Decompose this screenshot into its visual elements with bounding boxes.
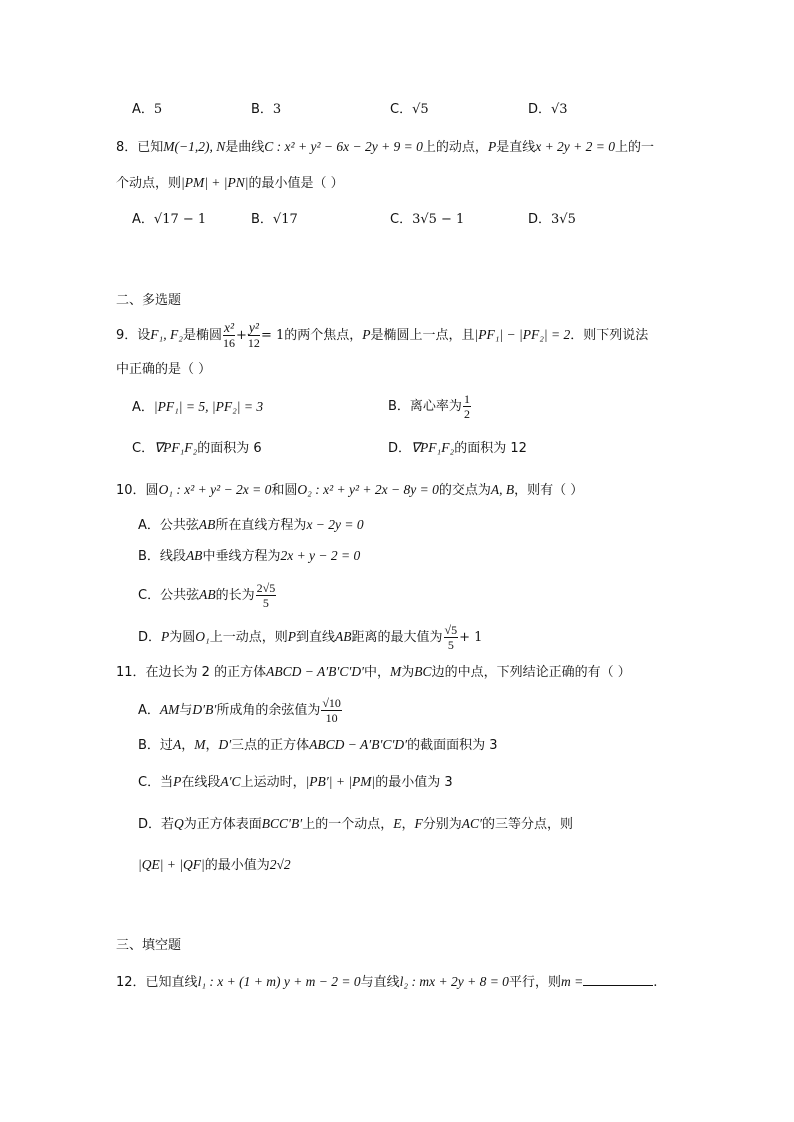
q11-option-c bbox=[138, 772, 453, 793]
stem-text: 个动点，则 bbox=[116, 176, 182, 191]
stem-text: 是直线 bbox=[496, 140, 536, 155]
option-label: C． bbox=[138, 775, 161, 790]
option-text: √17 bbox=[272, 212, 298, 227]
option-text: 与 bbox=[179, 703, 193, 718]
q10-option-d bbox=[138, 620, 482, 655]
fraction-denominator: 5 bbox=[262, 596, 269, 610]
fraction bbox=[248, 322, 260, 349]
option-label: C． bbox=[390, 212, 413, 227]
option-text: 上运动时， bbox=[240, 775, 306, 790]
math-expression: = 1 bbox=[260, 328, 285, 343]
option-label: B． bbox=[251, 212, 273, 227]
math-expression: |QE| + |QF| bbox=[138, 857, 205, 872]
math-expression: x + 2y + 2 = 0 bbox=[535, 139, 616, 154]
option-text: √5 bbox=[412, 102, 429, 117]
math-expression: Q bbox=[174, 816, 184, 831]
question-number: 11． bbox=[116, 665, 146, 680]
question-number: 8． bbox=[116, 140, 138, 155]
section-heading-fill-in: 三、填空题 bbox=[116, 938, 182, 953]
stem-text: 设 bbox=[137, 328, 151, 343]
q7-option-a bbox=[132, 100, 162, 120]
q10-stem bbox=[116, 480, 583, 501]
math-expression: F bbox=[414, 816, 423, 831]
stem-text: 在边长为 2 的正方体 bbox=[145, 665, 267, 680]
stem-text: 的最小值是（ ） bbox=[248, 176, 344, 191]
q10-option-b bbox=[138, 546, 360, 567]
section-heading-multiple-choice: 二、多选题 bbox=[116, 293, 182, 308]
option-text: 的面积为 12 bbox=[454, 441, 527, 456]
math-expression: M bbox=[194, 737, 206, 752]
option-text: 距离的最大值为 bbox=[351, 630, 443, 645]
option-label: D． bbox=[138, 817, 162, 832]
math-expression: AB bbox=[198, 517, 216, 532]
option-text: ， bbox=[205, 738, 219, 753]
q9-option-c bbox=[132, 438, 262, 459]
math-expression: P bbox=[173, 774, 182, 789]
option-label: B． bbox=[138, 738, 160, 753]
math-expression: 2x + y − 2 = 0 bbox=[280, 548, 361, 563]
stem-text: 为 bbox=[401, 665, 415, 680]
option-text: 3√5 bbox=[551, 212, 576, 227]
math-expression: E bbox=[393, 816, 402, 831]
math-expression: P bbox=[161, 629, 170, 644]
option-text: 的最小值为 3 bbox=[375, 775, 453, 790]
option-text: 上的一个动点， bbox=[302, 817, 394, 832]
option-text: 线段 bbox=[159, 549, 186, 564]
option-text: 5 bbox=[153, 102, 163, 117]
option-label: C． bbox=[132, 441, 155, 456]
math-expression: A bbox=[172, 737, 182, 752]
fraction-numerator: x² bbox=[223, 320, 234, 335]
q7-option-c bbox=[390, 100, 429, 120]
math-expression: AM bbox=[159, 702, 180, 717]
q9-stem-line1 bbox=[116, 320, 648, 351]
math-expression: AC′ bbox=[461, 816, 482, 831]
option-text: 为圆 bbox=[169, 630, 196, 645]
option-text: 在线段 bbox=[181, 775, 221, 790]
option-label: D． bbox=[528, 212, 552, 227]
fraction-numerator: √10 bbox=[322, 696, 341, 710]
q8-stem-line2 bbox=[116, 173, 344, 194]
fraction bbox=[463, 393, 471, 420]
fraction-denominator: 12 bbox=[247, 336, 260, 350]
stem-text: 是椭圆 bbox=[182, 328, 222, 343]
option-text: 为正方体表面 bbox=[183, 817, 262, 832]
math-expression: l₂ : mx + 2y + 8 = 0 bbox=[399, 974, 509, 989]
stem-text: 的两个焦点， bbox=[284, 328, 363, 343]
q12-stem bbox=[116, 971, 657, 993]
math-expression: m = bbox=[560, 974, 584, 989]
question-number: 12． bbox=[116, 975, 146, 990]
fraction-denominator: 10 bbox=[325, 711, 338, 725]
stem-text: 是椭圆上一点，且 bbox=[370, 328, 475, 343]
stem-text: 边的中点，下列结论正确的有（ ） bbox=[431, 665, 631, 680]
fraction-denominator: 2 bbox=[463, 407, 470, 421]
stem-text: 中， bbox=[364, 665, 391, 680]
math-expression: 2√2 bbox=[269, 857, 291, 872]
q11-option-d bbox=[138, 814, 573, 835]
option-label: D． bbox=[138, 630, 162, 645]
fraction bbox=[321, 697, 342, 724]
question-number: 10． bbox=[116, 483, 146, 498]
stem-text: 平行，则 bbox=[508, 975, 561, 990]
option-label: A． bbox=[132, 212, 154, 227]
math-expression: ∇PF₁F₂ bbox=[154, 440, 198, 455]
math-expression: O₂ : x² + y² + 2x − 8y = 0 bbox=[297, 482, 439, 497]
option-text: ， bbox=[181, 738, 195, 753]
option-text: 的最小值为 bbox=[204, 858, 270, 873]
math-expression: BC bbox=[414, 664, 432, 679]
q8-stem-line1 bbox=[116, 137, 654, 158]
math-expression: P bbox=[362, 327, 371, 342]
stem-text: 和圆 bbox=[271, 483, 298, 498]
fraction-denominator: 5 bbox=[447, 638, 454, 652]
option-label: D． bbox=[388, 441, 412, 456]
q8-option-b bbox=[251, 210, 298, 230]
option-label: D． bbox=[528, 102, 552, 117]
math-expression: ABCD − A′B′C′D′ bbox=[309, 737, 408, 752]
stem-text: ．则下列说法 bbox=[570, 328, 649, 343]
q8-option-c bbox=[390, 210, 464, 230]
math-expression: l₁ : x + (1 + m) y + m − 2 = 0 bbox=[197, 974, 361, 989]
math-expression: D′B′ bbox=[192, 702, 217, 717]
q11-stem bbox=[116, 662, 631, 683]
stem-text: 已知直线 bbox=[145, 975, 198, 990]
math-expression: P bbox=[287, 629, 296, 644]
math-expression: |PM| + |PN| bbox=[181, 175, 249, 190]
math-expression: D′ bbox=[218, 737, 232, 752]
stem-text: . bbox=[653, 975, 658, 990]
stem-text: 上的动点， bbox=[422, 140, 488, 155]
math-expression: A, B bbox=[490, 482, 515, 497]
option-text: 的三等分点，则 bbox=[481, 817, 573, 832]
option-text: 3√5 − 1 bbox=[412, 212, 465, 227]
math-expression: AB bbox=[185, 548, 203, 563]
option-label: B． bbox=[388, 399, 410, 414]
option-label: A． bbox=[132, 102, 154, 117]
option-text: 中垂线方程为 bbox=[202, 549, 281, 564]
option-text: 上一动点，则 bbox=[209, 630, 288, 645]
option-label: A． bbox=[132, 400, 154, 415]
q10-option-a bbox=[138, 515, 364, 536]
q8-option-d bbox=[528, 210, 576, 230]
option-text: 分别为 bbox=[422, 817, 462, 832]
math-expression: C : x² + y² − 6x − 2y + 9 = 0 bbox=[264, 139, 423, 154]
question-number: 9． bbox=[116, 328, 138, 343]
option-label: A． bbox=[138, 518, 160, 533]
option-text: √3 bbox=[551, 102, 568, 117]
fraction-denominator: 16 bbox=[222, 336, 235, 350]
math-expression: M bbox=[390, 664, 402, 679]
fraction-numerator: √5 bbox=[444, 623, 458, 637]
fraction bbox=[444, 624, 459, 651]
option-text: 当 bbox=[160, 775, 174, 790]
math-expression: O₁ : x² + y² − 2x = 0 bbox=[158, 482, 272, 497]
option-text: 过 bbox=[159, 738, 173, 753]
q9-option-b bbox=[388, 392, 472, 422]
option-label: C． bbox=[390, 102, 413, 117]
option-label: A． bbox=[138, 703, 160, 718]
option-text: √17 − 1 bbox=[153, 212, 207, 227]
stem-text: 上的一 bbox=[615, 140, 655, 155]
q11-option-a bbox=[138, 693, 343, 728]
q8-option-a bbox=[132, 210, 206, 230]
option-text: 所在直线方程为 bbox=[215, 518, 307, 533]
option-label: B． bbox=[251, 102, 273, 117]
option-text: 若 bbox=[161, 817, 175, 832]
q7-option-d bbox=[528, 100, 568, 120]
q9-option-d bbox=[388, 438, 527, 459]
stem-text: 已知 bbox=[137, 140, 164, 155]
fraction bbox=[256, 582, 277, 609]
option-label: B． bbox=[138, 549, 160, 564]
option-text: 离心率为 bbox=[409, 399, 462, 414]
option-text: ， bbox=[401, 817, 415, 832]
operator: + bbox=[236, 328, 247, 343]
option-label: C． bbox=[138, 588, 161, 603]
fraction-numerator: 2√5 bbox=[256, 581, 276, 595]
math-expression: |PF₁| = 5, |PF₂| = 3 bbox=[153, 399, 264, 414]
stem-text: 的交点为 bbox=[438, 483, 491, 498]
math-expression: AB bbox=[199, 587, 216, 602]
stem-text: 与直线 bbox=[360, 975, 400, 990]
math-expression: |PB′| + |PM| bbox=[305, 774, 376, 789]
option-text: 3 bbox=[272, 102, 282, 117]
option-text: 所成角的余弦值为 bbox=[216, 703, 321, 718]
q9-option-a bbox=[132, 397, 263, 418]
q10-option-c bbox=[138, 578, 277, 613]
option-text: 公共弦 bbox=[159, 518, 199, 533]
math-expression: O₁ bbox=[195, 629, 210, 644]
fraction-numerator: y² bbox=[248, 320, 259, 335]
stem-text: ，则有（ ） bbox=[514, 483, 584, 498]
option-text: 到直线 bbox=[296, 630, 336, 645]
option-text: 公共弦 bbox=[160, 588, 200, 603]
fraction-numerator: 1 bbox=[463, 392, 470, 406]
stem-text: 是曲线 bbox=[225, 140, 265, 155]
q9-stem-line2: 中正确的是（ ） bbox=[116, 362, 212, 377]
option-text: 三点的正方体 bbox=[231, 738, 310, 753]
option-text: 的长为 bbox=[215, 588, 255, 603]
q11-option-b bbox=[138, 735, 498, 756]
math-expression: F₁, F₂ bbox=[150, 327, 183, 342]
math-expression: ∇PF₁F₂ bbox=[411, 440, 455, 455]
math-expression: ABCD − A′B′C′D′ bbox=[266, 664, 365, 679]
math-expression: AB bbox=[335, 629, 352, 644]
math-expression: A′C bbox=[220, 774, 241, 789]
stem-text: 圆 bbox=[145, 483, 159, 498]
q7-option-b bbox=[251, 100, 281, 120]
math-expression: x − 2y = 0 bbox=[306, 517, 364, 532]
math-expression: M(−1,2), N bbox=[163, 139, 226, 154]
option-text: 的截面面积为 3 bbox=[407, 738, 498, 753]
q11-option-d-line2 bbox=[138, 855, 291, 876]
fraction bbox=[223, 322, 235, 349]
math-expression: P bbox=[487, 139, 497, 154]
math-expression: |PF₁| − |PF₂| = 2 bbox=[474, 327, 571, 342]
math-expression: BCC′B′ bbox=[261, 816, 303, 831]
math-expression: + 1 bbox=[459, 630, 483, 645]
answer-blank[interactable] bbox=[583, 971, 653, 986]
option-text: 的面积为 6 bbox=[197, 441, 262, 456]
